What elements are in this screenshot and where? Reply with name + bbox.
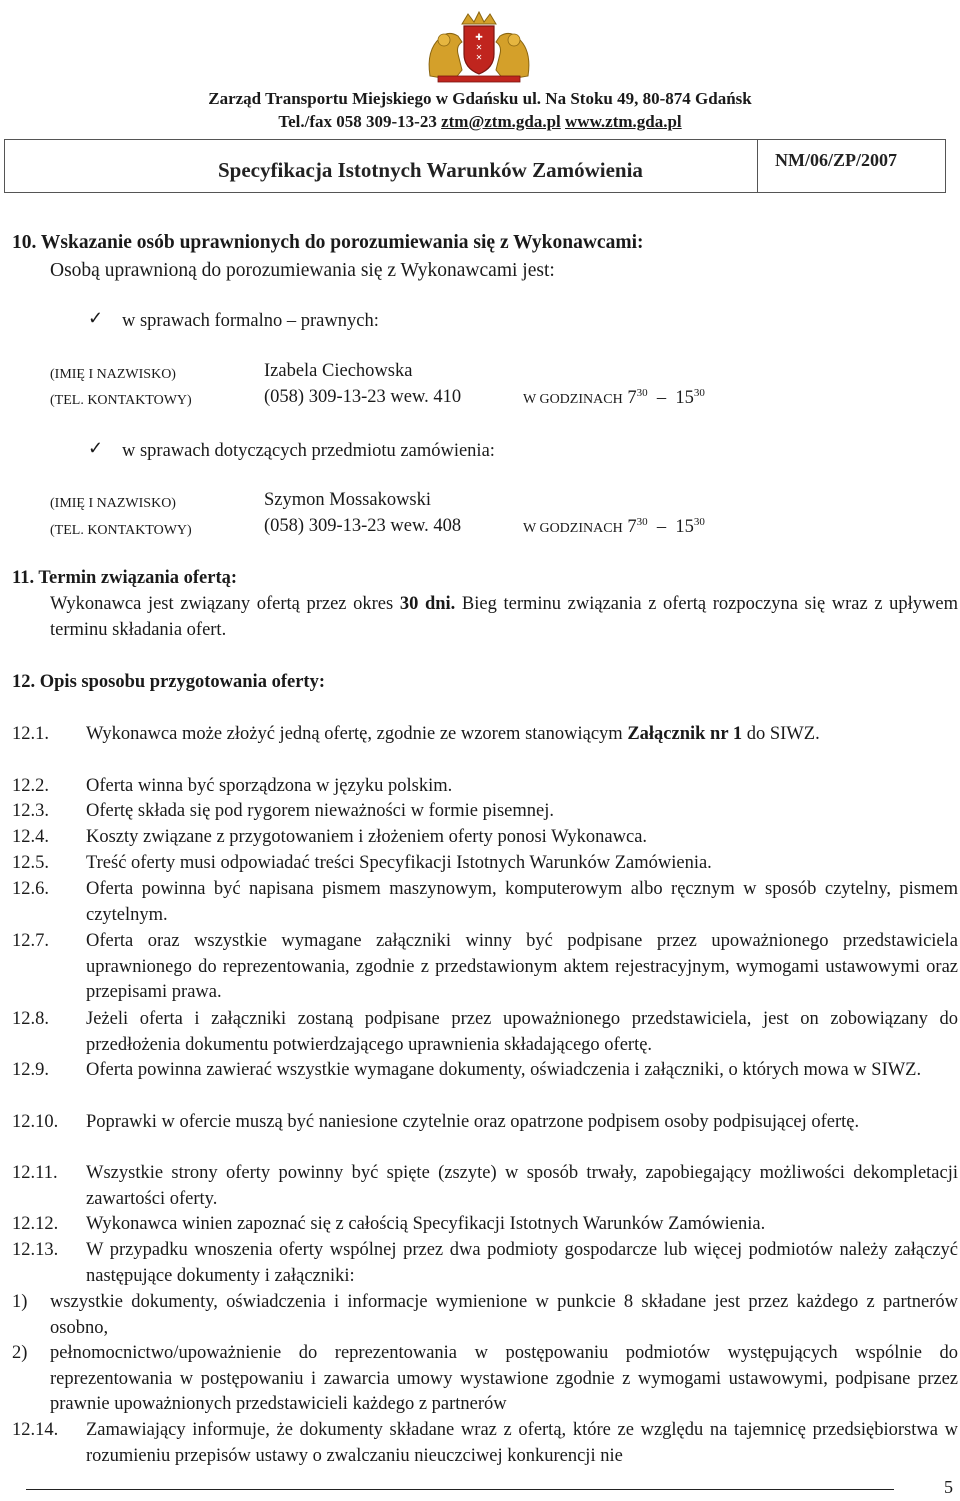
contact-1-name: Izabela Ciechowska [264,361,413,381]
svg-text:✚: ✚ [475,32,483,42]
header-telfax: Tel./fax 058 309-13-23 [278,112,437,131]
contact-1-name-label: (IMIĘ I NAZWISKO) [50,367,176,382]
contact-1-tel-label: (TEL. KONTAKTOWY) [50,393,192,408]
check-icon: ✓ [88,308,104,328]
subitem-number: 2) [12,1343,28,1363]
item-number: 12.13. [12,1240,59,1260]
item-number: 12.11. [12,1163,58,1183]
svg-text:✕: ✕ [475,53,483,62]
contact-2-tel-label: (TEL. KONTAKTOWY) [50,523,192,538]
svg-text:✕: ✕ [475,43,483,52]
item-text: Jeżeli oferta i załączniki zostaną podpisane przez upoważnionego przedstawiciela, jest on zobowiązany do przedłożenia dokumentu potwierdzającego uprawnienia składającego ofertę. [86,1009,958,1055]
contact-2-name-label: (IMIĘ I NAZWISKO) [50,496,176,511]
item-text: Treść oferty musi odpowiadać treści Specyfikacji Istotnych Warunków Zamówienia. [86,853,712,873]
header-email-link[interactable]: ztm@ztm.gda.pl [441,112,561,131]
item-text: Wykonawca może złożyć jedną ofertę, zgodnie ze wzorem stanowiącym Załącznik nr 1 do SIWZ. [86,724,820,744]
contact-2-heading: w sprawach dotyczących przedmiotu zamówienia: [122,441,495,461]
spec-title: Specyfikacja Istotnych Warunków Zamówienia [218,158,643,182]
item-number: 12.12. [12,1214,59,1234]
item-number: 12.14. [12,1420,59,1440]
header-www-link[interactable]: www.ztm.gda.pl [565,112,682,131]
section-10-title: 10. Wskazanie osób uprawnionych do porozumiewania się z Wykonawcami: [12,232,644,253]
item-number: 12.1. [12,724,49,744]
item-number: 12.8. [12,1009,49,1029]
check-icon: ✓ [88,438,104,458]
section-12-title: 12. Opis sposobu przygotowania oferty: [12,672,325,692]
item-number: 12.2. [12,776,49,796]
contact-2-name: Szymon Mossakowski [264,490,432,510]
item-number: 12.10. [12,1112,59,1132]
footer-rule [26,1489,894,1490]
gdansk-coat-of-arms-icon [418,10,540,84]
item-text: Poprawki w ofercie muszą być naniesione czytelnie oraz opatrzone podpisem osoby podpisującej ofertę. [86,1112,860,1132]
item-text: Wszystkie strony oferty powinny być spięte (zszyte) w sposób trwały, zapobiegający możliwości dekompletacji zawartości oferty. [86,1163,958,1209]
spec-header-divider [757,139,758,193]
hours-label: W GODZINACH [523,392,623,408]
item-text: Oferta powinna zawierać wszystkie wymagane dokumenty, oświadczenia i załączniki, o których mowa w SIWZ. [86,1060,922,1080]
contact-2-hours: W GODZINACH $7^{30} - 15^{30}$ [523,516,705,538]
hours-label: W GODZINACH [523,521,623,537]
section-11-text: Wykonawca jest związany ofertą przez okres 30 dni. Bieg terminu związania z ofertą rozpoczyna się wraz z upływem terminu składania ofert. [50,594,959,640]
section-10-intro: Osobą uprawnioną do porozumiewania się z Wykonawcami jest: [50,260,555,281]
item-text: Wykonawca winien zapoznać się z całością Specyfikacji Istotnych Warunków Zamówienia. [86,1214,766,1234]
item-text: Oferta winna być sporządzona w języku polskim. [86,776,453,796]
subitem-text: wszystkie dokumenty, oświadczenia i informacje wymienione w punkcie 8 składane jest przez każdego z partnerów osobno, [50,1292,958,1338]
contact-2-tel: (058) 309-13-23 wew. 408 [264,516,462,536]
item-text: Oferta oraz wszystkie wymagane załączniki winny być podpisane przez upoważnionego przedstawiciela uprawnionego do reprezentowania, zgodnie z przedstawionym aktem rejestracyjnym, wymogami ustawowymi oraz przepisami prawa. [86,931,958,1002]
item-number: 12.3. [12,801,49,821]
contact-1-hours: W GODZINACH $7^{30} - 15^{30}$ [523,387,705,409]
item-number: 12.4. [12,827,49,847]
header-address: Zarząd Transportu Miejskiego w Gdańsku ul. Na Stoku 49, 80-874 Gdańsk [208,89,752,108]
spec-code: NM/06/ZP/2007 [775,150,897,170]
item-number: 12.5. [12,853,49,873]
item-text: Koszty związane z przygotowaniem i złożeniem oferty ponosi Wykonawca. [86,827,648,847]
section-11-title: 11. Termin związania ofertą: [12,568,238,588]
item-text: Ofertę składa się pod rygorem nieważności w formie pisemnej. [86,801,555,821]
contact-1-heading: w sprawach formalno – prawnych: [122,311,379,331]
item-text: Zamawiający informuje, że dokumenty składane wraz z ofertą, które ze względu na tajemnicę przedsiębiorstwa w rozumieniu przepisów ustawy o zwalczaniu nieuczciwej konkurencji nie [86,1420,958,1466]
subitem-number: 1) [12,1292,28,1312]
item-text: W przypadku wnoszenia oferty wspólnej przez dwa podmioty gospodarcze lub więcej podmiotów należy załączyć następujące dokumenty i załączniki: [86,1240,958,1286]
contact-1-tel: (058) 309-13-23 wew. 410 [264,387,462,407]
page-number: 5 [944,1477,953,1497]
item-number: 12.6. [12,879,49,899]
item-number: 12.7. [12,931,49,951]
subitem-text: pełnomocnictwo/upoważnienie do reprezentowania w postępowaniu podmiotów występujących wspólnie do reprezentowania w postępowaniu i zawarcia umowy wystawione zgodnie z wymogami ustawowymi, podpisane przez prawnie upoważnionych przedstawicieli każdego z partnerów [50,1343,958,1414]
header-contact-line [0,112,960,132]
item-text: Oferta powinna być napisana pismem maszynowym, komputerowym albo ręcznym w sposób czytelny, pismem czytelnym. [86,879,958,925]
item-number: 12.9. [12,1060,49,1080]
